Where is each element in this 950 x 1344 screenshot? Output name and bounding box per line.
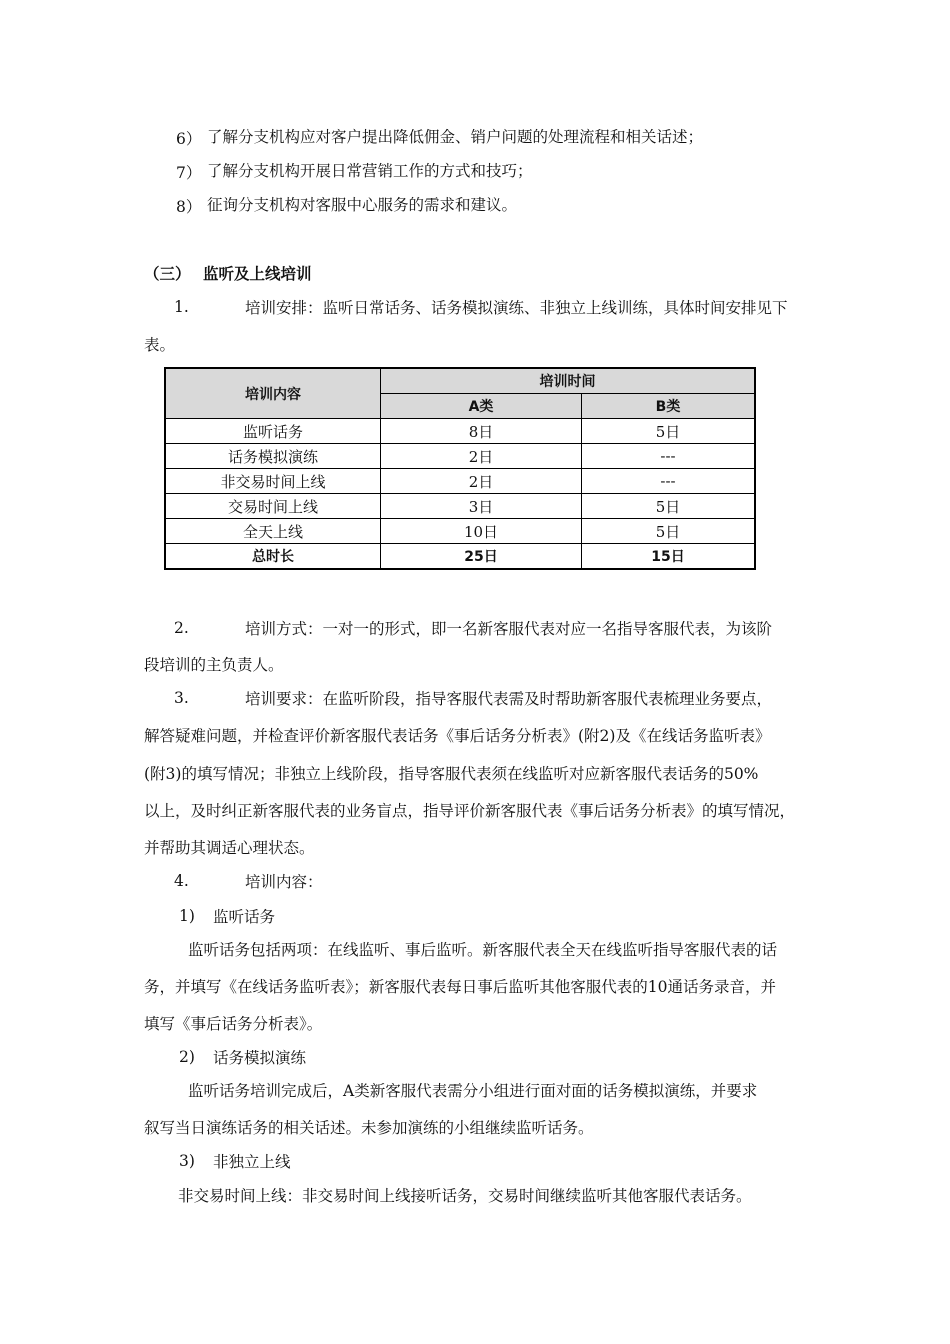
header-b: B类: [582, 394, 756, 419]
subitem-title: 非独立上线: [213, 1153, 291, 1171]
row-content: 非交易时间上线: [165, 469, 381, 494]
table-row: [165, 444, 755, 469]
subitem-number: 1): [179, 907, 195, 925]
list-number: 6）: [176, 130, 202, 148]
total-b: 15日: [582, 544, 756, 570]
paragraph-line: 段培训的主负责人。: [144, 656, 284, 674]
row-a: 2日: [381, 444, 582, 469]
row-content: 话务模拟演练: [165, 444, 381, 469]
list-item-text: 了解分支机构应对客户提出降低佣金、销户问题的处理流程和相关话述；: [207, 128, 704, 146]
total-a: 25日: [381, 544, 582, 570]
table-row: [165, 519, 755, 544]
paragraph-line: 务，并填写《在线话务监听表》；新客服代表每日事后监听其他客服代表的10通话务录音，并: [144, 978, 776, 996]
row-b: 5日: [582, 494, 756, 519]
paragraph-line: 培训内容：: [245, 873, 323, 891]
paragraph-line: 解答疑难问题，并检查评价新客服代表话务《事后话务分析表》(附2)及《在线话务监听表》: [144, 727, 771, 745]
list-number: 7）: [176, 164, 202, 182]
row-content: 交易时间上线: [165, 494, 381, 519]
section-number: （三）: [144, 265, 191, 283]
row-a: 3日: [381, 494, 582, 519]
header-time: 培训时间: [381, 368, 756, 394]
paragraph-line: 填写《事后话务分析表》。: [144, 1015, 323, 1033]
header-a: A类: [381, 394, 582, 419]
item-number: 1.: [174, 298, 189, 316]
paragraph-line: 非交易时间上线：非交易时间上线接听话务，交易时间继续监听其他客服代表话务。: [178, 1187, 752, 1205]
table-row: [165, 419, 755, 444]
paragraph-line: (附3)的填写情况；非独立上线阶段，指导客服代表须在线监听对应新客服代表话务的50%: [144, 765, 759, 783]
table-row: [165, 494, 755, 519]
header-content: 培训内容: [165, 368, 381, 419]
item-number: 4.: [174, 872, 189, 890]
subitem-title: 监听话务: [213, 908, 276, 926]
row-a: 10日: [381, 519, 582, 544]
paragraph-line: 监听话务包括两项：在线监听、事后监听。新客服代表全天在线监听指导客服代表的话: [188, 941, 778, 959]
row-b: 5日: [582, 419, 756, 444]
row-a: 2日: [381, 469, 582, 494]
section-title: 监听及上线培训: [203, 265, 312, 283]
row-a: 8日: [381, 419, 582, 444]
list-item-text: 了解分支机构开展日常营销工作的方式和技巧；: [207, 162, 533, 180]
paragraph-line: 叙写当日演练话务的相关话述。未参加演练的小组继续监听话务。: [144, 1119, 594, 1137]
table-row: [165, 469, 755, 494]
paragraph-line: 以上，及时纠正新客服代表的业务盲点，指导评价新客服代表《事后话务分析表》的填写情况，: [144, 802, 796, 820]
row-b: ---: [582, 444, 756, 469]
row-content: 监听话务: [165, 419, 381, 444]
subitem-number: 3): [179, 1152, 195, 1170]
paragraph-line: 表。: [144, 336, 176, 354]
list-item-text: 征询分支机构对客服中心服务的需求和建议。: [207, 196, 518, 214]
paragraph-line: 培训安排：监听日常话务、话务模拟演练、非独立上线训练，具体时间安排见下: [245, 299, 788, 317]
total-label: 总时长: [165, 544, 381, 570]
row-b: 5日: [582, 519, 756, 544]
item-number: 3.: [174, 689, 189, 707]
table-total-row: [165, 544, 755, 570]
paragraph-line: 培训方式：一对一的形式，即一名新客服代表对应一名指导客服代表，为该阶: [245, 620, 773, 638]
item-number: 2.: [174, 619, 189, 637]
subitem-number: 2): [179, 1048, 195, 1066]
row-b: ---: [582, 469, 756, 494]
row-content: 全天上线: [165, 519, 381, 544]
paragraph-line: 培训要求：在监听阶段，指导客服代表需及时帮助新客服代表梳理业务要点，: [245, 690, 773, 708]
paragraph-line: 监听话务培训完成后，A类新客服代表需分小组进行面对面的话务模拟演练，并要求: [188, 1082, 758, 1100]
paragraph-line: 并帮助其调适心理状态。: [144, 839, 315, 857]
training-schedule-table: [164, 367, 756, 570]
list-number: 8）: [176, 198, 202, 216]
subitem-title: 话务模拟演练: [213, 1049, 307, 1067]
